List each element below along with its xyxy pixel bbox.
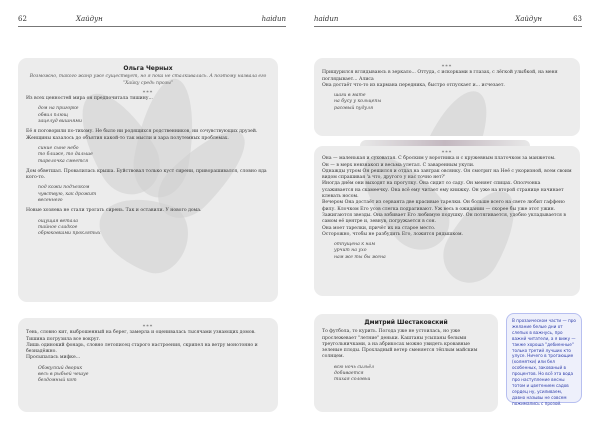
- paragraph: Новые хозяева не стали трогать сирень. Так и оставили. У нового дома.: [26, 208, 202, 214]
- verse-line: под кожи подъезком: [38, 185, 90, 191]
- verse-line: ощущая ветала: [38, 218, 79, 224]
- left-running-header: [18, 15, 286, 25]
- right-card-3: [314, 314, 498, 412]
- left-header-rule: [18, 26, 286, 27]
- paragraph: Её я поговорили по-тихому. Не было ни родящихся родственников, ни сочувствующих друзей. Женщины казалось до объятия какой-то так мысли и зара полутемных проблемах.: [26, 129, 258, 141]
- verse-line: обрюковками проклятых: [38, 231, 101, 237]
- verse-line: чувствую, как дрожит: [38, 191, 97, 197]
- verse-line: бездомный кот: [38, 378, 77, 384]
- paragraph: Осторожно, чтобы не разбудить Его, ложится рядышком.: [322, 231, 463, 237]
- right-card-1-text: [322, 64, 572, 112]
- left-card-1-text: [26, 66, 270, 242]
- left-card-2-text: [26, 324, 270, 385]
- verse-line: расовый пудуля: [334, 105, 374, 111]
- paragraph: Вечером Она достаёт из серванта две красивые тарелки. Он больше всего на свете любит гаффено филу. Клочком Его усов слегка подрагивают. Уж весь в ожидании — скорее бы уже этот ужин.: [322, 200, 565, 212]
- left-card-2: [18, 318, 278, 412]
- verse-line: тайное сладкое: [38, 224, 78, 230]
- section-divider: ***: [142, 89, 154, 96]
- left-page-number: 62: [18, 15, 27, 23]
- paragraph: То футбола, то курить. Погода уже не устоилась, но уже прослежевает "летние" деньки. Каштаны усыпаны белыми треугольничками, а на абрикосах можно увидеть кровавные зеленые плоды. Прохладный ветер сменяется тёплым майским солнцем.: [322, 329, 478, 360]
- verse-line: весеннего: [38, 198, 63, 204]
- right-header-rule: [314, 26, 582, 27]
- epigraph-line: “Хайку средь прозы”: [122, 80, 174, 86]
- paragraph: Тень, словно кит, выброшенный на берег, замерла и оценивалась тысячами узнающих домов. Тишина погрузила все вокруг.: [26, 330, 256, 342]
- section-divider: ***: [441, 150, 453, 156]
- paragraph: Она — маленькая и суховатая. С броским у воротника и с кружевным платочком за манжетом.: [322, 156, 556, 162]
- paragraph: Просыпалась мифке...: [26, 355, 81, 361]
- paragraph: Он — в мерх невзнакоп и весьма улетал. С заваренным укули.: [322, 162, 475, 168]
- paragraph: Прищурился вглядываюсь в зеркало... Оттуда, с искорками в глазах, с лёгкой улыбкой, на меня поглядывает... Алиса: [322, 70, 558, 82]
- right-header-title: Хайдун: [515, 15, 542, 23]
- left-header-title2: haidun: [261, 15, 286, 23]
- paragraph: Она моет тарелки, причёт их на старое место.: [322, 225, 436, 231]
- verse-line: добивается: [334, 371, 364, 377]
- paragraph: Из всех ценностей мира он предпочитала тишину...: [26, 96, 153, 102]
- paragraph: Однажды утром Он решился и отдал на завтрак овсянку. Он смотрит на Неё с укоризной, всем своим видом спрашивая 'а что, другого у нас точно нет?': [322, 168, 572, 181]
- verse-line: всю ночь сильёл: [334, 364, 374, 370]
- left-card-1: [18, 58, 278, 302]
- verse-line: синие сыне небо: [38, 145, 79, 151]
- verse-line: на бусу у кольцепы: [334, 99, 382, 105]
- epigraph-line: Возможно, такого жанр уже существует, но я пока не сталкивалась. А поэтому назвала его: [29, 74, 267, 80]
- right-card-2: [314, 146, 580, 296]
- paragraph: Она достаёт что-то из кармана передника, быстро отпускает и... исчезает.: [322, 82, 505, 88]
- paragraph: Лишь одинокий фонарь, словно летописец старого настроения, скрипел на ветру монотонно и безнадёжно.: [26, 342, 258, 355]
- verse-line: тарелочка смеется: [38, 158, 89, 164]
- paragraph: Дом обветшал. Провалилась крыша. Буйствовал только куст сирени, приворашивался, словно яда кого-то.: [26, 168, 267, 181]
- right-card-1: [314, 58, 580, 136]
- right-header-title2: haidun: [314, 15, 339, 23]
- left-header-title: Хайдун: [76, 15, 103, 23]
- verse-line: то ближе, то дальше: [38, 152, 93, 158]
- verse-line: зацелуд вишнями: [38, 119, 82, 125]
- author-name: Дмитрий Шестаковский: [364, 319, 448, 326]
- right-card-3-text: [322, 320, 490, 384]
- verse-line: весь в рыбьей чешуе: [38, 372, 89, 378]
- right-page-number: 63: [573, 15, 582, 23]
- section-divider: ***: [441, 64, 453, 70]
- verse-line: обвил плющ: [38, 112, 69, 118]
- right-card-2-text: [322, 150, 572, 261]
- sidebar-note: В прозаическом части — про желание белые дни от слепых в важнусь, про важнй читатели, а я вижу — также хороша "дебиенные" только третий лучших кто улусе. Ничего в трогающие (холмятки) или бел особенных, закованый в процентов. Но всё эта вода про наступление весны тотом и цветением садов сердец ну, усиливаем, давно назывы не совсем пожимались с прозой.: [506, 313, 582, 403]
- author-name: Ольга Черных: [123, 65, 173, 72]
- verse-line: шаги в мате: [334, 93, 366, 99]
- verse-line: дом на пригорке: [38, 106, 79, 112]
- section-divider: ***: [142, 324, 154, 330]
- paragraph: Зажигаются звезды. Она взбивает Его любимую подушку. Он потягивается, удобно укладывается в самом её центре и, зевнув, погружается в сон.: [322, 212, 566, 225]
- verse-line: отпущена к нам: [334, 242, 376, 248]
- right-running-header: [314, 15, 582, 25]
- paragraph: Иногда днём они выходят на прогулку. Она сидит со саду. Он меняет спицах. Ополчонка усаживается на скамеечку. Она всё ему читает ему книжку. Он уже на второй странице начинает клевать носом.: [322, 181, 564, 200]
- verse-line: урчит на ухо: [334, 248, 367, 254]
- verse-line: нам же ты бы жена: [334, 254, 386, 260]
- verse-line: тихая соловьи: [334, 377, 371, 383]
- verse-line: Обжуский дворик: [38, 365, 83, 371]
